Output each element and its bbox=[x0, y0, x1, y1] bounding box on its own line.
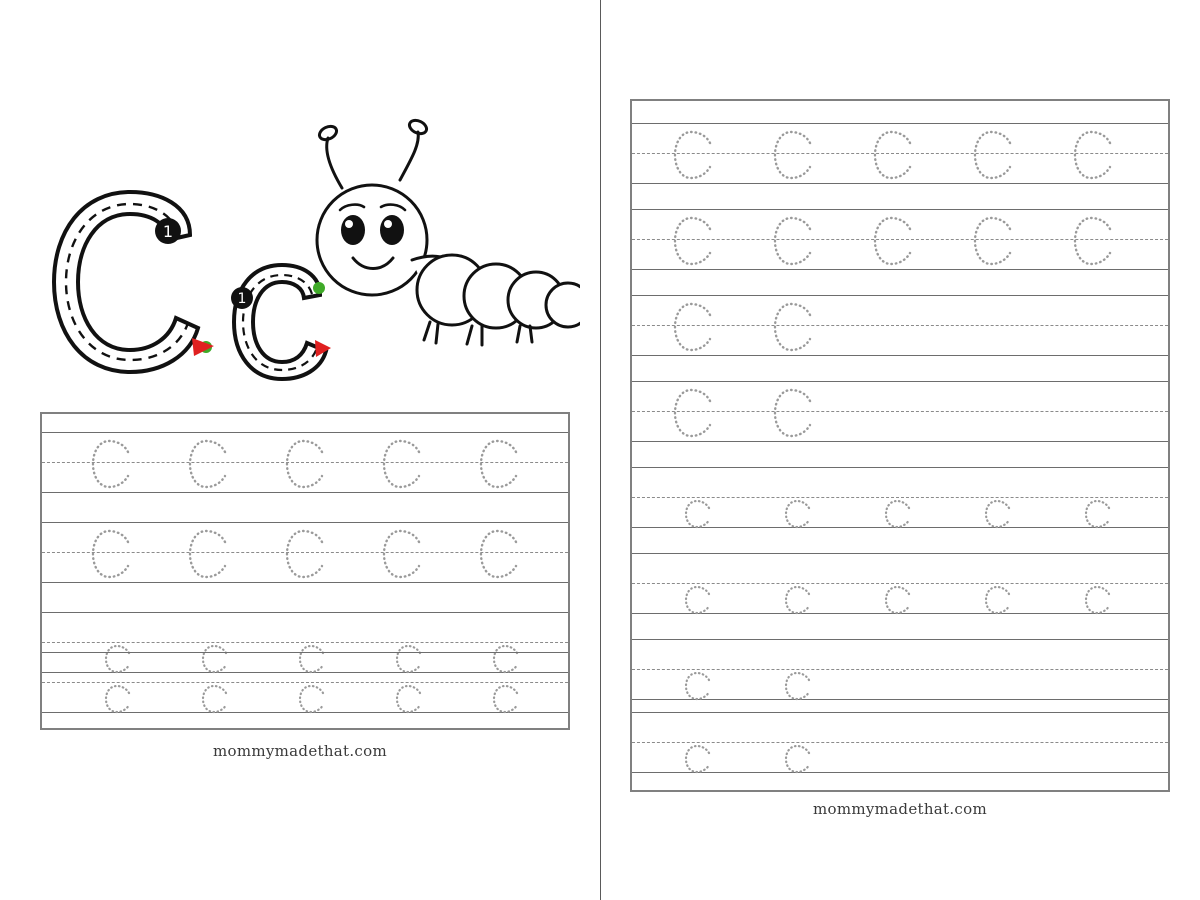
practice-row bbox=[632, 553, 1168, 613]
left-credit-text: mommymadethat.com bbox=[212, 742, 387, 760]
lowercase-c-outline bbox=[234, 265, 326, 379]
practice-row bbox=[632, 123, 1168, 183]
stroke-number-label: 1 bbox=[162, 222, 174, 241]
start-dot-lowercase bbox=[313, 282, 325, 294]
practice-row bbox=[42, 652, 568, 712]
uppercase-c-outline bbox=[54, 192, 198, 372]
practice-row bbox=[632, 381, 1168, 441]
practice-row bbox=[632, 209, 1168, 269]
practice-row bbox=[42, 432, 568, 492]
hero-illustration bbox=[20, 100, 580, 400]
practice-row bbox=[632, 467, 1168, 527]
left-practice-box bbox=[40, 412, 570, 730]
right-worksheet bbox=[600, 0, 1200, 900]
stroke-number-lowercase bbox=[231, 287, 253, 309]
stroke-number-label-lower: 1 bbox=[237, 291, 247, 307]
caterpillar-icon bbox=[317, 118, 580, 345]
practice-row bbox=[632, 639, 1168, 699]
right-credit-text: mommymadethat.com bbox=[812, 800, 987, 818]
practice-row bbox=[632, 712, 1168, 772]
direction-arrow-uppercase bbox=[192, 338, 214, 356]
right-practice-box bbox=[630, 99, 1170, 792]
stroke-number-uppercase bbox=[155, 218, 181, 244]
practice-row bbox=[42, 522, 568, 582]
practice-row bbox=[632, 295, 1168, 355]
